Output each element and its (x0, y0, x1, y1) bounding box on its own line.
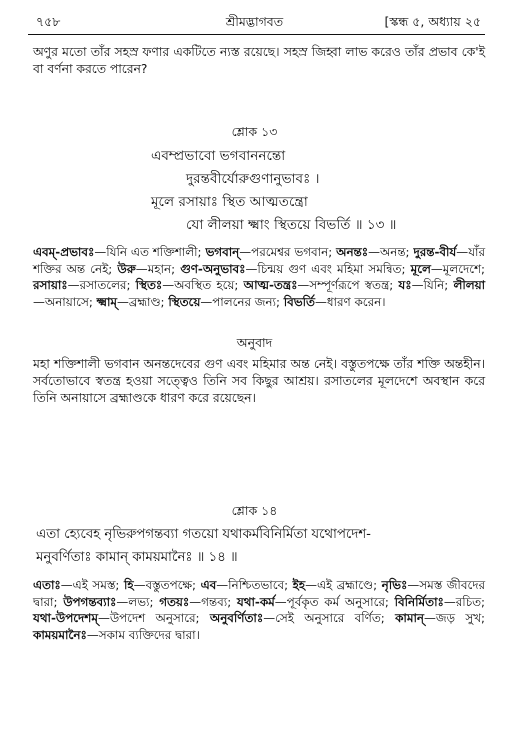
synonym-meaning: উপদেশ অনুসারে; (109, 611, 200, 626)
synonym-word: এব (200, 578, 217, 592)
synonym-word: গুণ-অনুভাবঃ (180, 261, 246, 276)
synonym-meaning: এই ব্রহ্মাণ্ডে; (316, 578, 378, 592)
synonym-word: গতয়ঃ (159, 594, 190, 609)
synonym-dash: — (97, 611, 110, 626)
synonym-dash: — (200, 294, 213, 309)
synonym-meaning: পরমেশ্বর ভগবান; (251, 245, 333, 259)
verse-14-synonyms (33, 577, 485, 643)
synonym-word: ভগবান্‌ (205, 245, 240, 259)
synonym-word: এতাঃ (33, 578, 61, 592)
synonym-meaning: লভ্য; (128, 594, 154, 609)
verse-13-line-2: দুরন্তবীর্যোরুগুণানুভাবঃ । (186, 171, 320, 187)
synonym-meaning: সেই অনুসারে বর্ণিত; (275, 611, 385, 626)
synonym-dash: — (263, 611, 276, 626)
verse-13-line-3: মূলে রসায়াঃ স্থিত আত্মতন্ত্রো (151, 194, 308, 210)
synonym-word: উপগন্তব্যাঃ (63, 594, 117, 609)
synonym-dash: — (297, 278, 310, 293)
synonym-dash: — (368, 245, 380, 259)
synonym-word: অনন্তঃ (336, 245, 369, 259)
synonym-word: বিভর্তি (283, 294, 315, 309)
canto-chapter: [স্কন্ধ ৫, অধ্যায় ২৫ (384, 14, 481, 29)
synonym-meaning: যিনি; (423, 278, 449, 293)
synonym-word: স্থিতয়ে (168, 294, 201, 309)
synonym-dash: — (86, 627, 99, 642)
verse-14-line-1: এতা হ্যেবেহ নৃভিরুপগন্তব্যা গতয়ো যথাকর্মবিনির্মিতা যথোপদেশ- (36, 527, 371, 542)
synonym-word: আত্ম-তন্ত্রঃ (243, 278, 298, 293)
synonym-dash: — (116, 594, 129, 609)
synonym-word: অনুবর্ণিতাঃ (209, 611, 264, 626)
header-rule (28, 34, 485, 35)
synonym-dash: — (33, 294, 45, 309)
synonym-meaning: বস্তুতপক্ষে; (145, 578, 197, 592)
synonym-word: স্থিতঃ (135, 278, 163, 293)
synonym-word: কাময়মানৈঃ (33, 627, 87, 642)
verse-14-line-2: মনুবর্ণিতাঃ কামান্‌ কাময়মানৈঃ ॥ ১৪ ॥ (36, 550, 238, 565)
synonym-dash: — (430, 261, 443, 276)
synonym-word: হি (123, 578, 134, 592)
synonym-dash: — (407, 578, 420, 592)
synonym-dash: — (239, 245, 252, 259)
verse-13-label: শ্লোক ১৩ (231, 124, 278, 139)
synonym-word: দুরন্ত-বীর্য (413, 245, 457, 259)
synonym-meaning: জড় সুখ; (435, 611, 486, 626)
synonym-meaning: গন্তব্য; (201, 594, 232, 609)
synonym-meaning: সকাম ব্যক্তিদের দ্বারা। (98, 627, 200, 642)
synonym-word: কামান্‌ (395, 611, 425, 626)
page-number: ৭৫৮ (36, 14, 61, 29)
synonym-word: মূলে (410, 261, 431, 276)
synonym-dash: — (305, 578, 317, 592)
synonym-word: এবম্‌-প্রভাবঃ (33, 245, 95, 259)
verse-13-synonyms (33, 244, 485, 310)
synonym-meaning: অনন্ত; (379, 245, 410, 259)
synonym-dash: — (314, 294, 327, 309)
translation-paragraph (33, 356, 485, 407)
synonym-meaning: যাঁর শক্তির অন্ত নেই; (33, 245, 486, 276)
synonym-dash: — (67, 278, 80, 293)
translation-label: অনুবাদ (236, 335, 273, 350)
synonym-meaning: ধারণ করেন। (326, 294, 386, 309)
synonym-word: ইহ (292, 578, 306, 592)
synonym-meaning: সমস্ত জীবদের দ্বারা; (33, 578, 486, 609)
synonym-meaning: নিশ্চিতভাবে; (228, 578, 289, 592)
translation-text: মহা শক্তিশালী ভগবান অনন্তদেবের গুণ এবং মহিমার অন্ত নেই। বস্তুতপক্ষে তাঁর শক্তি অন্তহীন। সর্বতোভাবে স্বতন্ত্র হওয়া সত্ত্বেও তিনি সব কিছুর আশ্রয়। রসাতলের মূলদেশে অবস্থান করে তিনি অনায়াসে ব্রহ্মাণ্ডকে ধারণ করে রয়েছেন। (33, 357, 485, 405)
synonym-dash: — (117, 294, 129, 309)
synonym-word: যথা-কর্ম (236, 594, 275, 609)
synonym-meaning: যিনি এত শক্তিশালী; (106, 245, 202, 259)
synonym-dash: — (456, 245, 469, 259)
synonym-word: বিনির্মিতাঃ (394, 594, 444, 609)
synonym-dash: — (411, 278, 424, 293)
verse-13-line-1: এবম্প্রভাবো ভগবাননন্তো (151, 148, 286, 164)
synonym-dash: — (189, 594, 202, 609)
synonym-word: ক্ষ্মাম্‌ (96, 294, 117, 309)
synonym-dash: — (135, 261, 148, 276)
verse-13-line-4: যো লীলয়া ক্ষ্মাং স্থিতয়ে বিভর্তি ॥ ১৩ ॥ (186, 217, 397, 233)
synonym-dash: — (133, 578, 146, 592)
synonym-meaning: পালনের জন্য; (212, 294, 280, 309)
synonym-meaning: মূলদেশে; (442, 261, 486, 276)
synonym-meaning: মহান; (147, 261, 176, 276)
synonym-word: উরু (117, 261, 136, 276)
synonym-word: নৃভিঃ (381, 578, 408, 592)
synonym-meaning: অনায়াসে; (44, 294, 93, 309)
synonym-dash: — (443, 594, 456, 609)
synonym-dash: — (424, 611, 436, 626)
synonym-dash: — (94, 245, 107, 259)
intro-text: অণুর মতো তাঁর সহস্র ফণার একটিতে ন্যস্ত রয়েছে। সহস্র জিহ্বা লাভ করেও তাঁর প্রভাব কে'ই বা বর্ণনা করতে পারেন? (33, 45, 485, 76)
synonym-meaning: পূর্বকৃত কর্ম অনুসারে; (286, 594, 389, 609)
synonym-dash: — (216, 578, 229, 592)
intro-paragraph (33, 44, 485, 77)
synonym-meaning: রচিত; (455, 594, 486, 609)
synonym-word: রসায়াঃ (33, 278, 68, 293)
synonym-meaning: সম্পূর্ণরূপে স্বতন্ত্র; (309, 278, 394, 293)
synonym-dash: — (245, 261, 258, 276)
synonym-meaning: চিন্ময় গুণ এবং মহিমা সমন্বিত; (257, 261, 406, 276)
synonym-word: লীলয়া (453, 278, 486, 293)
synonym-dash: — (274, 594, 287, 609)
verse-14-label: শ্লোক ১৪ (231, 503, 278, 518)
synonym-dash: — (162, 278, 175, 293)
synonym-meaning: অবস্থিত হয়ে; (174, 278, 239, 293)
synonym-word: যথা-উপদেশম্‌ (33, 611, 98, 626)
synonym-dash: — (60, 578, 73, 592)
synonym-meaning: রসাতলের; (79, 278, 131, 293)
synonym-meaning: ব্রহ্মাণ্ড; (128, 294, 165, 309)
synonym-word: যঃ (398, 278, 412, 293)
synonym-meaning: এই সমস্ত; (72, 578, 120, 592)
book-title: শ্রীমদ্ভাগবত (225, 14, 284, 29)
